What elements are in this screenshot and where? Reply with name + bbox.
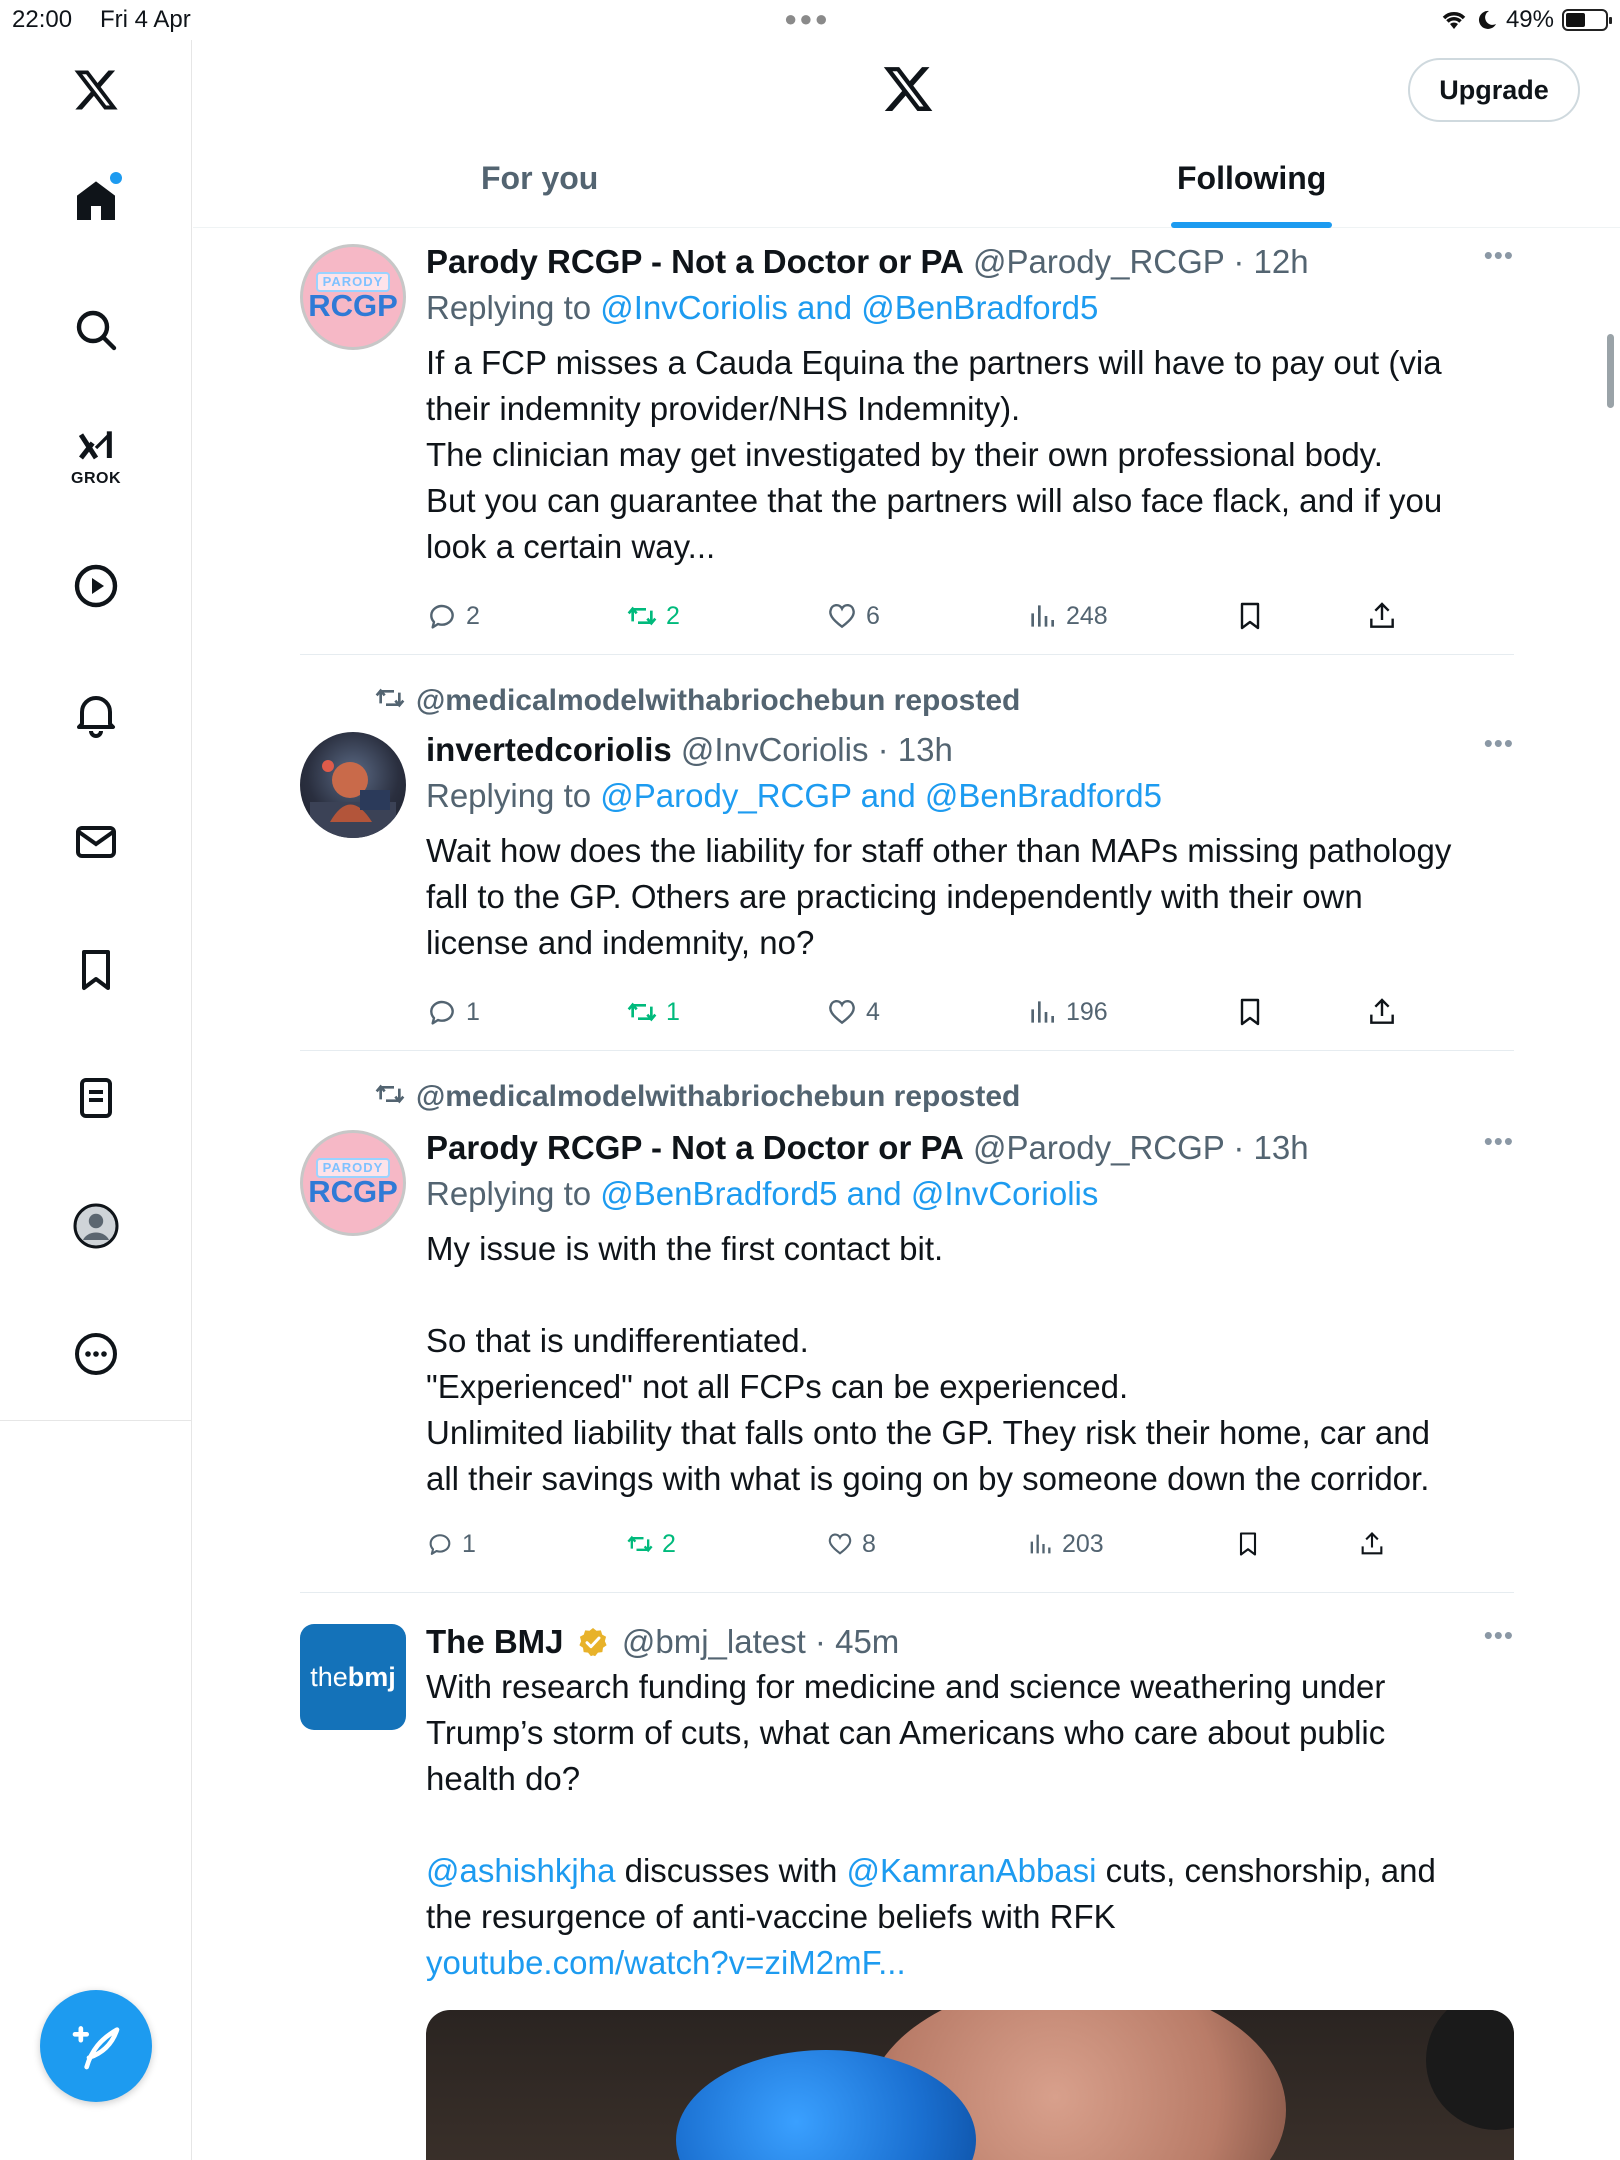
tab-for-you-label: For you — [481, 160, 599, 196]
display-name[interactable]: invertedcoriolis — [426, 731, 672, 768]
mention-link[interactable]: @ashishkjha — [426, 1852, 616, 1889]
tweet[interactable] — [300, 240, 1514, 654]
tweet-text-line: "Experienced" not all FCPs can be experienced. — [426, 1368, 1129, 1405]
tweet-text-line: look a certain way... — [426, 528, 716, 565]
header — [193, 40, 1620, 228]
sidebar-item-more[interactable] — [56, 1314, 136, 1394]
display-name[interactable]: Parody RCGP - Not a Doctor or PA — [426, 243, 964, 280]
compose-button[interactable] — [40, 1990, 152, 2102]
bookmark-button[interactable] — [1234, 594, 1266, 638]
tweet-text-line: fall to the GP. Others are practicing independently with their own — [426, 878, 1363, 915]
like-count: 6 — [866, 601, 880, 630]
reply-count: 1 — [466, 997, 480, 1026]
battery-percent: 49% — [1505, 6, 1554, 33]
tweet-actions — [426, 594, 1426, 638]
reply-button[interactable] — [426, 1522, 476, 1566]
reposted-by[interactable] — [374, 1078, 1020, 1114]
replying-to — [426, 772, 1514, 820]
wifi-icon — [1440, 9, 1468, 31]
reposted-by[interactable] — [374, 682, 1020, 718]
reply-button[interactable] — [426, 594, 480, 638]
tweet-text-line: But you can guarantee that the partners will also face flack, and if you — [426, 482, 1443, 519]
more-options-icon[interactable]: ••• — [1483, 1620, 1514, 1650]
replying-to — [426, 1170, 1514, 1218]
views-icon — [1026, 600, 1058, 632]
like-button[interactable] — [826, 990, 880, 1034]
tweet-text-line: The clinician may get investigated by their own professional body. — [426, 436, 1383, 473]
repost-icon — [626, 600, 658, 632]
replying-to-link[interactable]: @InvCoriolis and @BenBradford5 — [600, 289, 1099, 326]
sidebar-item-messages[interactable] — [56, 802, 136, 882]
share-icon — [1358, 1530, 1386, 1558]
avatar[interactable] — [300, 1130, 406, 1236]
bmj-logo-text-light: the — [310, 1661, 348, 1692]
tweet-divider — [300, 1592, 1514, 1593]
avatar[interactable] — [300, 244, 406, 350]
heart-icon — [826, 600, 858, 632]
home-icon — [72, 178, 120, 226]
repost-icon — [374, 682, 406, 714]
handle[interactable]: @Parody_RCGP — [973, 1129, 1225, 1166]
replying-to-label: Replying to — [426, 777, 592, 814]
tweet-text-line: Wait how does the liability for staff other than MAPs missing pathology — [426, 832, 1452, 869]
tweet-text — [426, 828, 1514, 966]
tweet-text-line: the resurgence of anti-vaccine beliefs with RFK — [426, 1898, 1116, 1935]
repost-button[interactable] — [626, 990, 680, 1034]
status-bar — [0, 0, 1620, 40]
mention-link[interactable]: @KamranAbbasi — [846, 1852, 1097, 1889]
tweet-text-line: If a FCP misses a Cauda Equina the partners will have to pay out (via — [426, 344, 1442, 381]
bell-icon — [72, 690, 120, 738]
reply-icon — [426, 996, 458, 1028]
upgrade-button[interactable]: Upgrade — [1408, 58, 1580, 122]
reply-button[interactable] — [426, 990, 480, 1034]
header-x-logo[interactable] — [881, 62, 935, 121]
reposted-by-text: @medicalmodelwithabriochebun reposted — [416, 1080, 1021, 1113]
more-options-icon[interactable]: ••• — [1483, 1126, 1514, 1156]
like-button[interactable] — [826, 1522, 876, 1566]
replying-to-label: Replying to — [426, 1175, 592, 1212]
timestamp[interactable]: 12h — [1253, 243, 1309, 280]
sidebar-item-bookmarks[interactable] — [56, 930, 136, 1010]
tweet-text — [426, 340, 1514, 570]
bookmark-icon — [1234, 600, 1266, 632]
replying-to-link[interactable]: @BenBradford5 and @InvCoriolis — [600, 1175, 1099, 1212]
tweet-text-line: health do? — [426, 1760, 581, 1797]
handle[interactable]: @Parody_RCGP — [973, 243, 1225, 280]
handle[interactable]: @InvCoriolis — [680, 731, 869, 768]
timestamp[interactable]: 45m — [835, 1623, 900, 1660]
multitasking-dots-icon[interactable]: ●●● — [784, 6, 830, 31]
x-logo-icon — [72, 66, 120, 114]
avatar[interactable] — [300, 732, 406, 838]
replying-to-link[interactable]: @Parody_RCGP and @BenBradford5 — [600, 777, 1162, 814]
sidebar-divider — [0, 1420, 192, 1421]
tweet-text-line: With research funding for medicine and science weathering under — [426, 1668, 1386, 1705]
tweet-text-line: Trump’s storm of cuts, what can Americans who care about public — [426, 1714, 1386, 1751]
tweet-content — [426, 728, 1514, 966]
moon-icon — [1476, 9, 1498, 31]
tab-following-label: Following — [1177, 160, 1327, 196]
more-circle-icon — [72, 1330, 120, 1378]
tweet-content — [426, 1620, 1514, 1986]
repost-count: 1 — [666, 997, 680, 1026]
heart-icon — [826, 996, 858, 1028]
view-count: 203 — [1062, 1529, 1104, 1558]
sidebar — [0, 40, 192, 2160]
sidebar-item-explore[interactable] — [56, 290, 136, 370]
media-headset — [1426, 2010, 1514, 2130]
reply-icon — [426, 600, 458, 632]
list-icon — [72, 1074, 120, 1122]
tweet-text-line: So that is undifferentiated. — [426, 1322, 809, 1359]
repost-icon — [626, 996, 658, 1028]
sidebar-item-home[interactable] — [56, 162, 136, 242]
tweet-actions — [426, 990, 1426, 1034]
display-name[interactable]: Parody RCGP - Not a Doctor or PA — [426, 1129, 964, 1166]
repost-count: 2 — [662, 1529, 676, 1558]
repost-button[interactable] — [626, 1522, 676, 1566]
battery-icon — [1562, 9, 1608, 31]
view-count: 248 — [1066, 601, 1108, 630]
tweet-text-fragment: cuts, censhorship, and — [1096, 1852, 1436, 1889]
verified-badge-icon[interactable] — [577, 1626, 609, 1658]
sidebar-item-grok[interactable] — [56, 418, 136, 498]
tweet-text — [426, 1664, 1514, 1986]
share-icon — [1366, 996, 1398, 1028]
repost-icon — [626, 1530, 654, 1558]
avatar-rcgp-text: RCGP — [308, 1174, 398, 1209]
tweet-header: Parody RCGP - Not a Doctor or PA @Parody_RCGP · 13h — [426, 1129, 1309, 1166]
reply-count: 2 — [466, 601, 480, 630]
replying-to — [426, 284, 1514, 332]
tweet-text-line: Unlimited liability that falls onto the GP. They risk their home, car and — [426, 1414, 1430, 1451]
sidebar-item-lists[interactable] — [56, 1058, 136, 1138]
bmj-logo-text-bold: bmj — [347, 1661, 396, 1692]
search-icon — [72, 306, 120, 354]
share-button[interactable] — [1358, 1522, 1386, 1566]
more-options-icon[interactable]: ••• — [1483, 728, 1514, 758]
heart-icon — [826, 1530, 854, 1558]
more-options-icon[interactable]: ••• — [1483, 240, 1514, 270]
tweet-actions — [426, 1522, 1426, 1566]
reply-count: 1 — [462, 1529, 476, 1558]
avatar-icon — [72, 1202, 120, 1250]
bookmark-button[interactable] — [1234, 1522, 1262, 1566]
status-date: Fri 4 Apr — [100, 6, 191, 33]
display-name[interactable]: The BMJ — [426, 1623, 564, 1660]
avatar[interactable] — [300, 1624, 406, 1730]
sidebar-item-profile[interactable] — [56, 1186, 136, 1266]
like-count: 8 — [862, 1529, 876, 1558]
video-thumbnail[interactable] — [426, 2010, 1514, 2160]
view-count: 196 — [1066, 997, 1108, 1026]
mail-icon — [72, 818, 120, 866]
tweet-text-fragment: discusses with — [615, 1852, 847, 1889]
tweet-header: invertedcoriolis @InvCoriolis · 13h — [426, 731, 953, 768]
bookmark-icon — [1234, 996, 1266, 1028]
timestamp[interactable]: 13h — [897, 731, 953, 768]
tweet-text-line: their indemnity provider/NHS Indemnity). — [426, 390, 1021, 427]
repost-button[interactable] — [626, 594, 680, 638]
timestamp[interactable]: 13h — [1253, 1129, 1309, 1166]
repost-icon — [374, 1078, 406, 1110]
tweet-divider — [300, 1050, 1514, 1051]
share-button[interactable] — [1366, 594, 1398, 638]
bookmark-icon — [72, 946, 120, 994]
avatar-parody-text: PARODY — [316, 1158, 391, 1178]
status-time: 22:00 — [12, 6, 73, 33]
tweet-divider — [300, 654, 1514, 655]
avatar-image — [300, 732, 406, 838]
share-icon — [1366, 600, 1398, 632]
notification-dot — [110, 172, 122, 184]
reposted-by-text: @medicalmodelwithabriochebun reposted — [416, 684, 1021, 717]
tweet-text-line: all their savings with what is going on by someone down the corridor. — [426, 1460, 1430, 1497]
handle[interactable]: @bmj_latest — [621, 1623, 806, 1660]
like-count: 4 — [866, 997, 880, 1026]
bookmark-icon — [1234, 1530, 1262, 1558]
like-button[interactable] — [826, 594, 880, 638]
views-button[interactable] — [1026, 594, 1108, 638]
tweet-text-blank-line — [426, 1802, 1514, 1848]
share-button[interactable] — [1366, 990, 1398, 1034]
compose-icon — [68, 2018, 124, 2074]
tweet[interactable] — [300, 1620, 1514, 2004]
play-icon — [72, 562, 120, 610]
replying-to-label: Replying to — [426, 289, 592, 326]
avatar-rcgp-text: RCGP — [308, 288, 398, 323]
tweet-header: The BMJ @bmj_latest · 45m — [426, 1623, 900, 1660]
views-icon — [1026, 996, 1058, 1028]
sidebar-item-notifications[interactable] — [56, 674, 136, 754]
tweet-text-line: license and indemnity, no? — [426, 924, 815, 961]
views-button[interactable] — [1026, 1522, 1104, 1566]
bookmark-button[interactable] — [1234, 990, 1266, 1034]
sidebar-item-videos[interactable] — [56, 546, 136, 626]
tweet-text-line — [426, 1848, 1514, 1894]
scrollbar[interactable] — [1607, 334, 1614, 408]
tweet[interactable] — [300, 1126, 1514, 1590]
active-tab-indicator — [1171, 222, 1332, 228]
tweet-header: Parody RCGP - Not a Doctor or PA @Parody_RCGP · 12h — [426, 243, 1309, 280]
tweet-text — [426, 1226, 1514, 1502]
tweet-text-line: My issue is with the first contact bit. — [426, 1230, 944, 1267]
avatar-parody-text: PARODY — [316, 272, 391, 292]
tweet-text-blank-line — [426, 1272, 1514, 1318]
repost-count: 2 — [666, 601, 680, 630]
views-button[interactable] — [1026, 990, 1108, 1034]
sidebar-x-logo[interactable] — [56, 50, 136, 130]
tweet-content — [426, 240, 1514, 570]
grok-icon — [73, 428, 119, 468]
reply-icon — [426, 1530, 454, 1558]
tweet[interactable] — [300, 728, 1514, 1052]
views-icon — [1026, 1530, 1054, 1558]
tab-for-you[interactable] — [481, 160, 598, 228]
grok-label: GROK — [71, 470, 121, 487]
tab-following[interactable] — [1177, 160, 1326, 228]
url-link[interactable]: youtube.com/watch?v=ziM2mF... — [426, 1944, 906, 1981]
x-logo-icon — [881, 62, 935, 116]
tweet-content — [426, 1126, 1514, 1502]
status-right — [1440, 6, 1608, 34]
